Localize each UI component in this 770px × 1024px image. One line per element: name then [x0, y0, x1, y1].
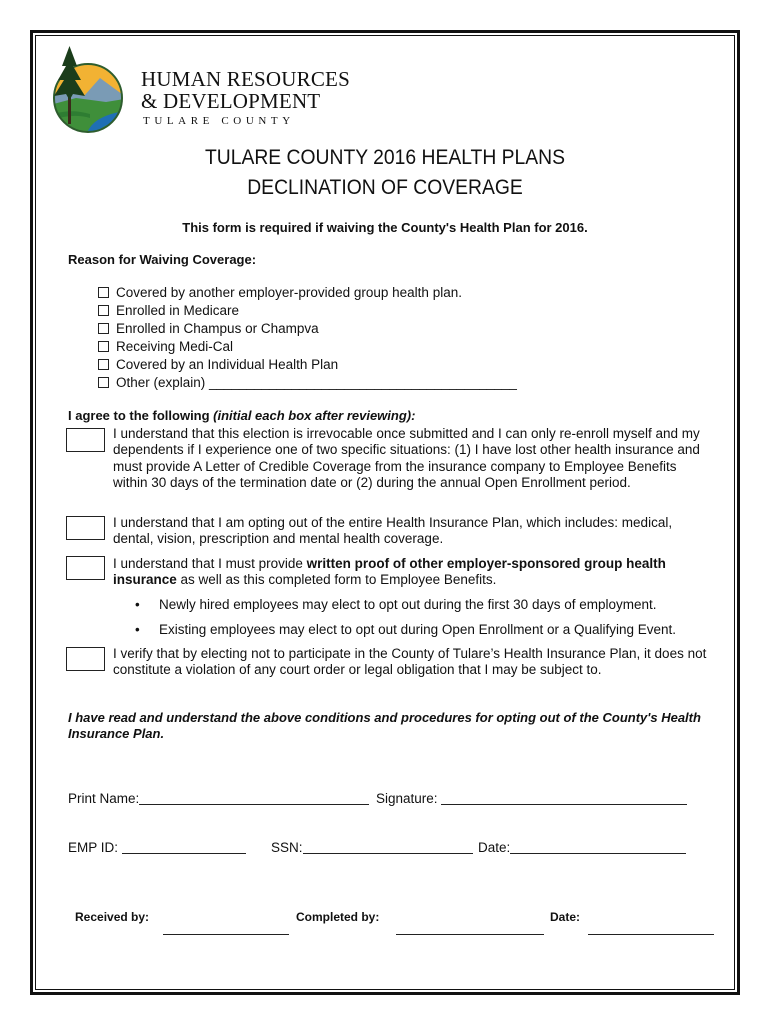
- statement-irrevocable: I understand that this election is irrevocable once submitted and I can only re-enroll myself and my dependents if I experience one of two specific situations: (1) I have lost other health insurance and must provide A Letter of Credible Coverage from the insurance company to Employee Benefits within 30 days of the termination date or (2) during the annual Open Enrollment period.: [113, 426, 700, 491]
- reason-label: Enrolled in Medicare: [116, 303, 240, 318]
- agree-heading-text: I agree to the following: [68, 408, 214, 423]
- statement-opt-out-scope: I understand that I am opting out of the entire Health Insurance Plan, which includes: medical, dental, vision, prescription and mental health coverage.: [113, 515, 673, 547]
- checkbox[interactable]: [98, 359, 109, 370]
- logo-title-line2: & DEVELOPMENT: [141, 89, 321, 113]
- bullet-text: Existing employees may elect to opt out during Open Enrollment or a Qualifying Event.: [159, 622, 677, 637]
- initial-box-4[interactable]: [66, 647, 105, 671]
- initial-box-1[interactable]: [66, 428, 105, 452]
- reason-label: Receiving Medi-Cal: [116, 339, 234, 354]
- checkbox[interactable]: [98, 341, 109, 352]
- statement-written-proof: [113, 556, 713, 589]
- signature-label: Signature:: [376, 791, 438, 806]
- confirmation-statement: I have read and understand the above conditions and procedures for opting out of the County's Health Insurance Plan.: [68, 710, 701, 742]
- bullet-symbol: •: [135, 622, 140, 637]
- reason-heading: Reason for Waiving Coverage:: [68, 252, 257, 267]
- logo-title-line1: HUMAN RESOURCES: [141, 67, 350, 91]
- statement-emphasis: written proof of other employer-sponsored group health insurance: [113, 556, 666, 588]
- reason-option-other-plan[interactable]: [98, 285, 462, 300]
- reason-label: Other (explain) _________________________________________: [116, 375, 517, 390]
- date-line[interactable]: [510, 841, 686, 854]
- reason-label: Covered by an Individual Health Plan: [116, 357, 339, 372]
- reason-label: Covered by another employer-provided group health plan.: [116, 285, 462, 300]
- reason-option-individual-plan[interactable]: [98, 357, 338, 372]
- logo-county-name: TULARE COUNTY: [143, 115, 295, 127]
- statement-text: as well as this completed form to Employee Benefits.: [176, 572, 497, 588]
- hrd-logo: [46, 44, 350, 136]
- initial-box-2[interactable]: [66, 516, 105, 540]
- checkbox[interactable]: [98, 323, 109, 334]
- checkbox[interactable]: [98, 377, 109, 388]
- reason-option-other[interactable]: [98, 375, 517, 390]
- bullet-item: [135, 597, 657, 612]
- emp-id-label: EMP ID:: [68, 840, 119, 855]
- date-label: Date:: [478, 840, 511, 855]
- reason-option-medi-cal[interactable]: [98, 339, 233, 354]
- bullet-symbol: •: [135, 597, 140, 612]
- tree-landscape-logo-icon: [46, 44, 130, 136]
- reason-option-champus[interactable]: [98, 321, 319, 336]
- print-name-label: Print Name:: [68, 791, 140, 806]
- agree-heading: [68, 408, 415, 423]
- form-title-line2: DECLINATION OF COVERAGE: [247, 176, 523, 199]
- statement-verify: I verify that by electing not to participate in the County of Tulare’s Health Insurance Plan, it does not constitute a violation of any court order or legal obligation that I may be subject to.: [113, 646, 707, 678]
- print-name-line[interactable]: [139, 792, 369, 805]
- ssn-label: SSN:: [271, 840, 303, 855]
- completed-by-label: Completed by:: [296, 910, 380, 924]
- reason-label: Enrolled in Champus or Champva: [116, 321, 319, 336]
- checkbox[interactable]: [98, 287, 109, 298]
- emp-id-line[interactable]: [122, 841, 246, 854]
- statement-text: I understand that I must provide: [113, 556, 307, 571]
- ssn-field[interactable]: [271, 840, 473, 855]
- signature-line[interactable]: [441, 792, 687, 805]
- reason-option-medicare[interactable]: [98, 303, 239, 318]
- office-date-label: Date:: [550, 910, 581, 924]
- completed-by-line[interactable]: [396, 934, 544, 935]
- checkbox[interactable]: [98, 305, 109, 316]
- initial-box-3[interactable]: [66, 556, 105, 580]
- print-name-field[interactable]: [68, 791, 369, 806]
- received-by-label: Received by:: [75, 910, 150, 924]
- form-subtitle: This form is required if waiving the County's Health Plan for 2016.: [182, 220, 588, 235]
- date-field[interactable]: [478, 840, 686, 855]
- bullet-item: [135, 622, 676, 637]
- office-date-line[interactable]: [588, 934, 714, 935]
- emp-id-field[interactable]: [68, 840, 246, 855]
- signature-field[interactable]: [376, 791, 687, 806]
- form-title-line1: TULARE COUNTY 2016 HEALTH PLANS: [204, 146, 566, 169]
- received-by-line[interactable]: [163, 934, 289, 935]
- agree-heading-note: (initial each box after reviewing):: [213, 408, 416, 423]
- bullet-text: Newly hired employees may elect to opt out during the first 30 days of employment.: [159, 597, 657, 612]
- ssn-line[interactable]: [303, 841, 473, 854]
